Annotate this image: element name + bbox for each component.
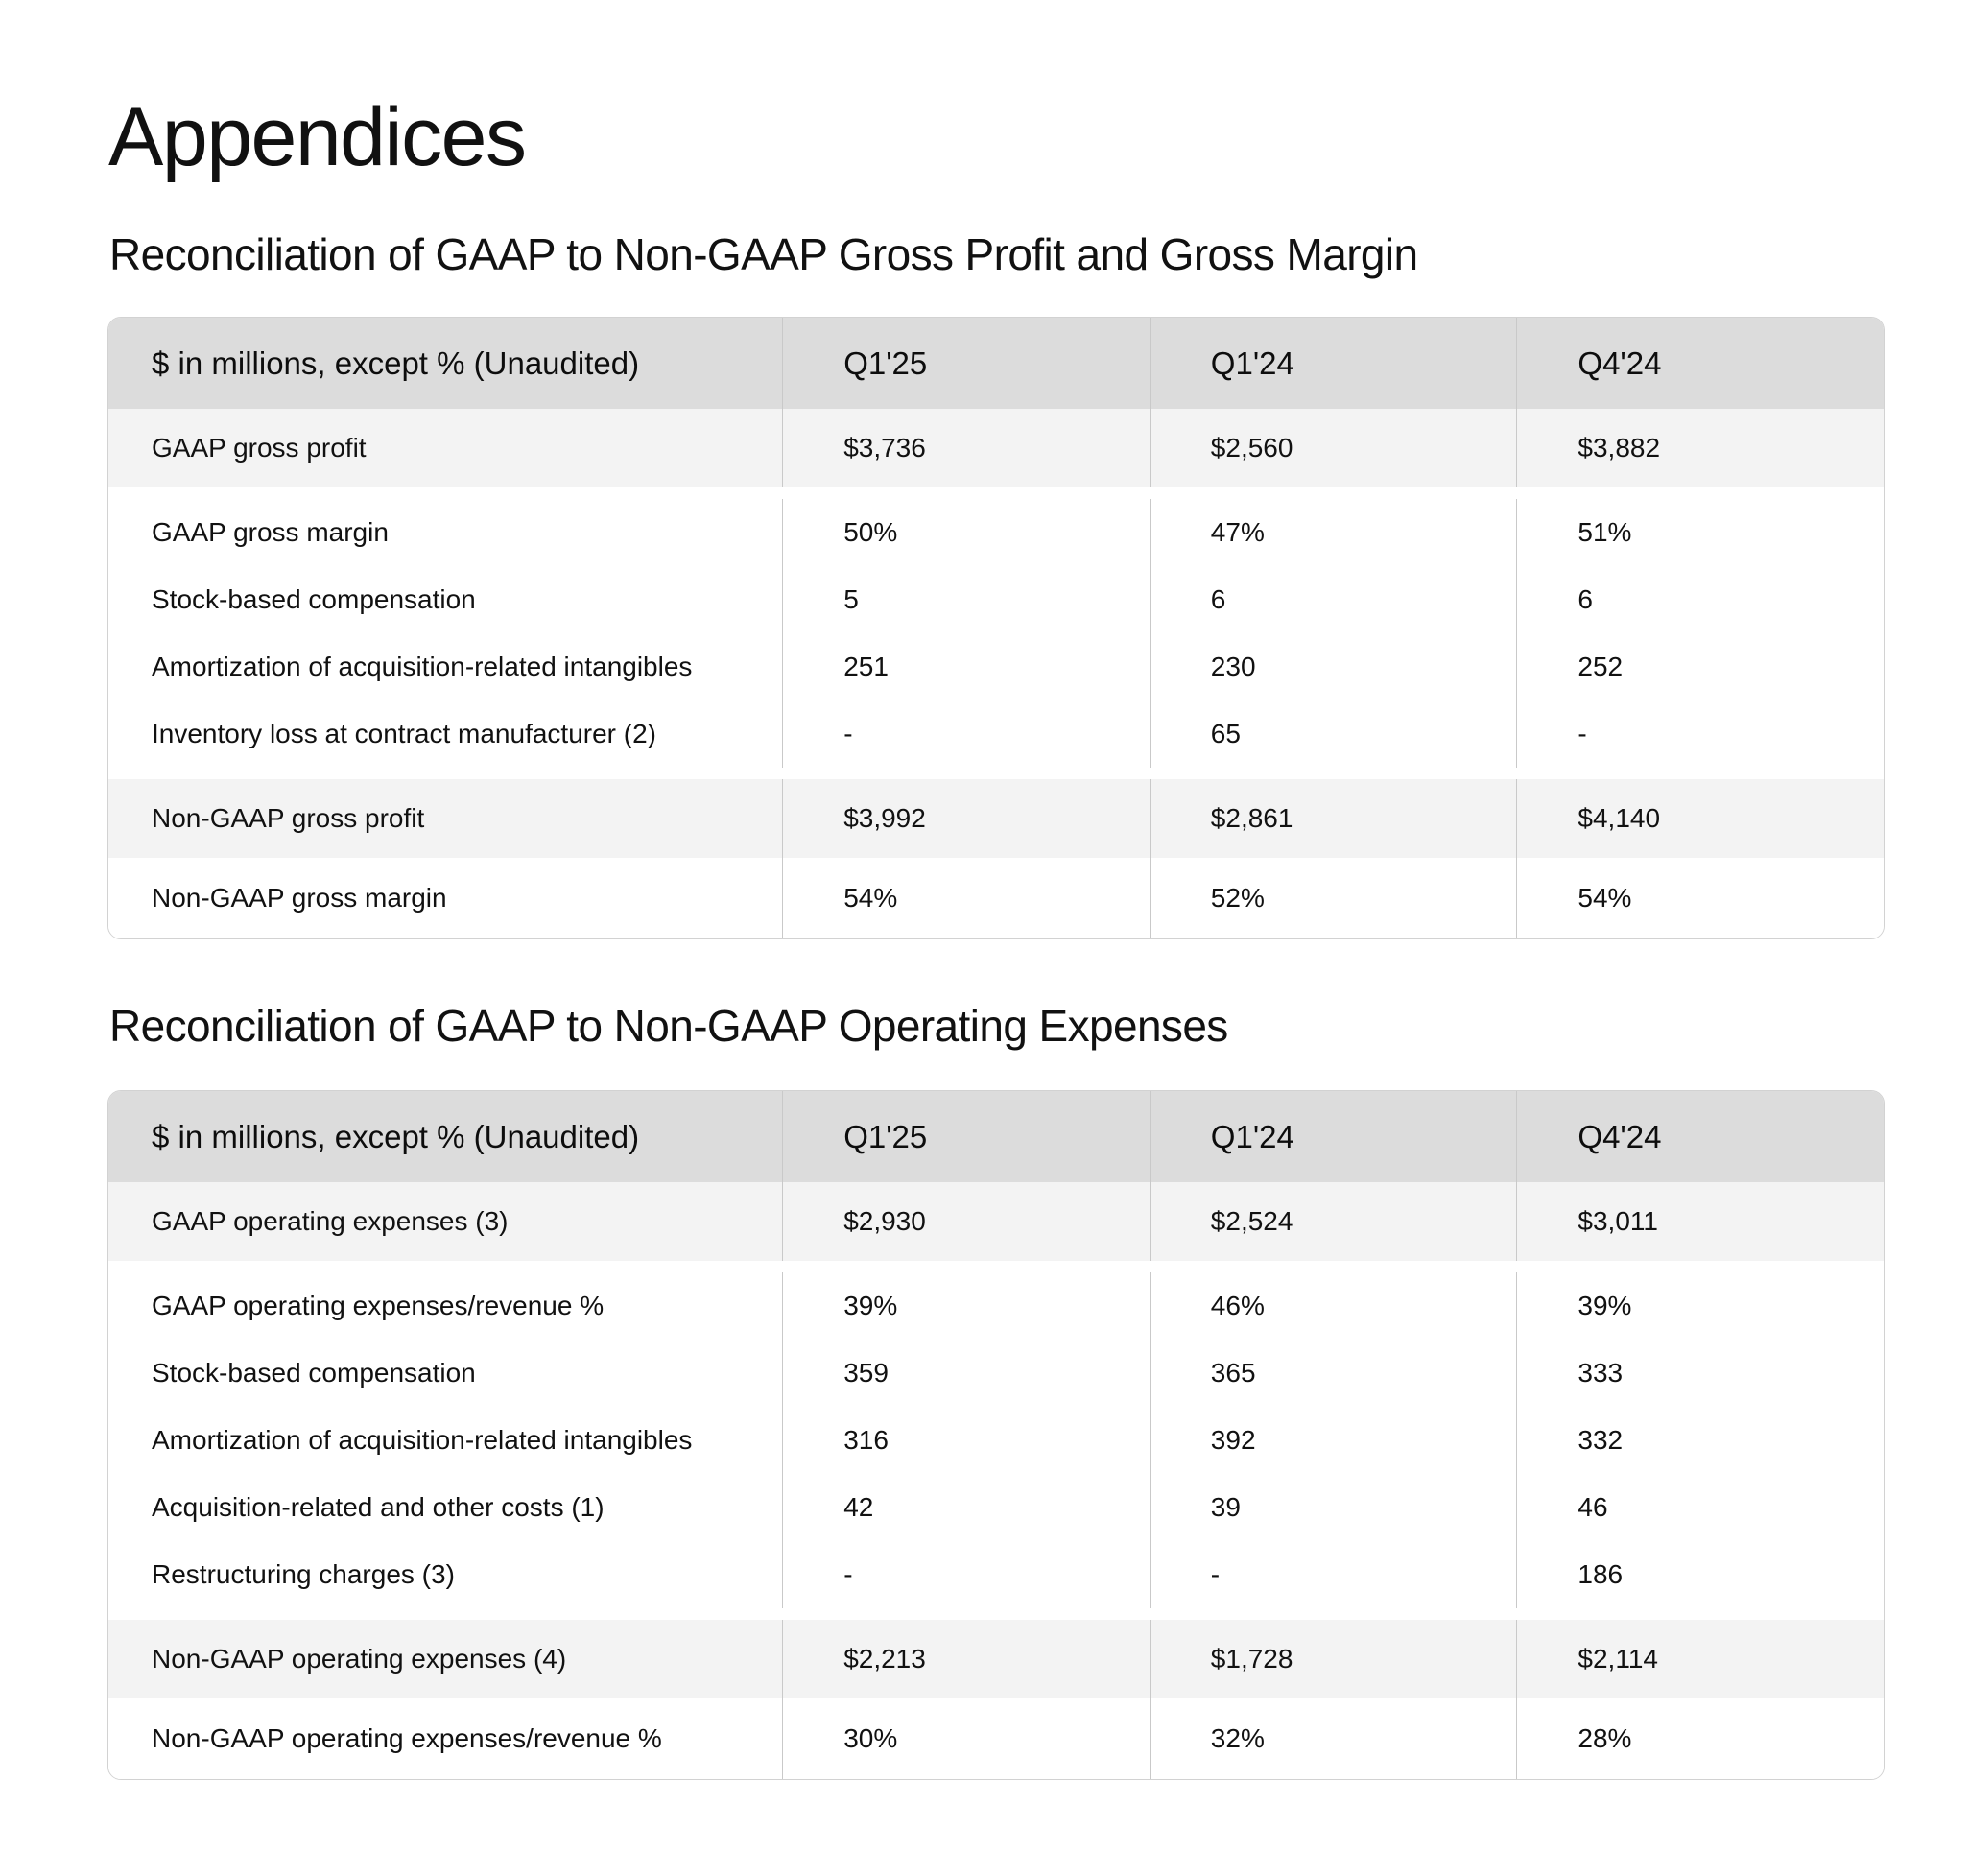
cell-q4-24: - — [1516, 701, 1884, 768]
row-label: Non-GAAP gross profit — [152, 803, 425, 833]
cell-q1-24: 65 — [1150, 701, 1517, 768]
cell-q4-24: 6 — [1516, 566, 1884, 633]
table-row-gaap-operating-expenses — [108, 1182, 1884, 1261]
cell-q1-24: - — [1150, 1541, 1517, 1608]
column-header-q1-24: Q1'24 — [1150, 318, 1517, 409]
cell-q4-24: 51% — [1516, 499, 1884, 566]
cell-q1-24: $1,728 — [1150, 1620, 1517, 1698]
cell-q1-24: 32% — [1150, 1698, 1517, 1779]
cell-q4-24: 332 — [1516, 1407, 1884, 1474]
table-row-non-gaap-gross-profit — [108, 779, 1884, 858]
cell-q4-24: 39% — [1516, 1272, 1884, 1340]
operating-expenses-section-title: Reconciliation of GAAP to Non-GAAP Operating Expenses — [109, 1001, 1228, 1051]
table-row-gaap-opex-revenue-pct — [108, 1261, 1884, 1340]
cell-q4-24: 54% — [1516, 858, 1884, 938]
cell-q1-25: 359 — [782, 1340, 1150, 1407]
row-label: Stock-based compensation — [152, 1358, 476, 1388]
page-title: Appendices — [108, 91, 526, 183]
cell-q4-24: $4,140 — [1516, 779, 1884, 858]
gross-profit-reconciliation-table — [107, 317, 1885, 939]
column-header-description: $ in millions, except % (Unaudited) — [152, 1118, 640, 1154]
table-row-non-gaap-operating-expenses — [108, 1620, 1884, 1698]
table-row-amortization — [108, 1407, 1884, 1474]
cell-q1-25: 30% — [782, 1698, 1150, 1779]
cell-q4-24: 46 — [1516, 1474, 1884, 1541]
row-label: Amortization of acquisition-related intangibles — [152, 652, 693, 681]
column-header-description: $ in millions, except % (Unaudited) — [152, 344, 640, 381]
row-label: Amortization of acquisition-related intangibles — [152, 1425, 693, 1455]
cell-q1-25: $3,736 — [782, 409, 1150, 487]
table-row-non-gaap-gross-margin — [108, 858, 1884, 938]
table-row-amortization — [108, 633, 1884, 701]
cell-q4-24: 333 — [1516, 1340, 1884, 1407]
cell-q1-24: 47% — [1150, 499, 1517, 566]
cell-q1-24: 6 — [1150, 566, 1517, 633]
cell-q1-24: $2,524 — [1150, 1182, 1517, 1261]
cell-q4-24: 252 — [1516, 633, 1884, 701]
table-header-row — [108, 1091, 1884, 1182]
cell-q4-24: 186 — [1516, 1541, 1884, 1608]
table-row-gaap-gross-margin — [108, 487, 1884, 566]
operating-expenses-reconciliation-table — [107, 1090, 1885, 1780]
cell-q4-24: $2,114 — [1516, 1620, 1884, 1698]
row-label: Acquisition-related and other costs (1) — [152, 1492, 605, 1522]
cell-q1-24: 39 — [1150, 1474, 1517, 1541]
cell-q1-24: $2,861 — [1150, 779, 1517, 858]
cell-q1-24: 392 — [1150, 1407, 1517, 1474]
cell-q1-25: $3,992 — [782, 779, 1150, 858]
cell-q1-24: 52% — [1150, 858, 1517, 938]
table-row-restructuring-charges — [108, 1541, 1884, 1620]
cell-q1-25: 50% — [782, 499, 1150, 566]
column-header-q4-24: Q4'24 — [1516, 1091, 1884, 1182]
cell-q1-25: - — [782, 701, 1150, 768]
cell-q1-25: 42 — [782, 1474, 1150, 1541]
table-row-non-gaap-opex-revenue-pct — [108, 1698, 1884, 1779]
cell-q1-25: - — [782, 1541, 1150, 1608]
cell-q1-24: 46% — [1150, 1272, 1517, 1340]
row-label: Non-GAAP operating expenses (4) — [152, 1644, 567, 1674]
table-row-acquisition-costs — [108, 1474, 1884, 1541]
column-header-q1-25: Q1'25 — [782, 1091, 1150, 1182]
gross-profit-section-title: Reconciliation of GAAP to Non-GAAP Gross Profit and Gross Margin — [109, 229, 1418, 279]
row-label: Non-GAAP operating expenses/revenue % — [152, 1723, 662, 1753]
cell-q1-24: 230 — [1150, 633, 1517, 701]
cell-q1-25: $2,213 — [782, 1620, 1150, 1698]
cell-q4-24: 28% — [1516, 1698, 1884, 1779]
table-row-inventory-loss — [108, 701, 1884, 779]
row-label: Non-GAAP gross margin — [152, 883, 447, 913]
cell-q1-25: $2,930 — [782, 1182, 1150, 1261]
cell-q1-25: 54% — [782, 858, 1150, 938]
column-header-q1-25: Q1'25 — [782, 318, 1150, 409]
cell-q1-24: 365 — [1150, 1340, 1517, 1407]
row-label: GAAP gross margin — [152, 517, 389, 547]
cell-q1-24: $2,560 — [1150, 409, 1517, 487]
cell-q4-24: $3,882 — [1516, 409, 1884, 487]
row-label: Restructuring charges (3) — [152, 1559, 455, 1589]
row-label: Inventory loss at contract manufacturer (2) — [152, 719, 656, 748]
column-header-q4-24: Q4'24 — [1516, 318, 1884, 409]
column-header-q1-24: Q1'24 — [1150, 1091, 1517, 1182]
cell-q1-25: 5 — [782, 566, 1150, 633]
cell-q1-25: 251 — [782, 633, 1150, 701]
table-row-stock-based-compensation — [108, 1340, 1884, 1407]
row-label: Stock-based compensation — [152, 584, 476, 614]
row-label: GAAP gross profit — [152, 433, 367, 463]
cell-q1-25: 316 — [782, 1407, 1150, 1474]
table-header-row — [108, 318, 1884, 409]
cell-q4-24: $3,011 — [1516, 1182, 1884, 1261]
row-label: GAAP operating expenses/revenue % — [152, 1291, 605, 1320]
row-label: GAAP operating expenses (3) — [152, 1206, 509, 1236]
table-row-gaap-gross-profit — [108, 409, 1884, 487]
table-row-stock-based-compensation — [108, 566, 1884, 633]
cell-q1-25: 39% — [782, 1272, 1150, 1340]
